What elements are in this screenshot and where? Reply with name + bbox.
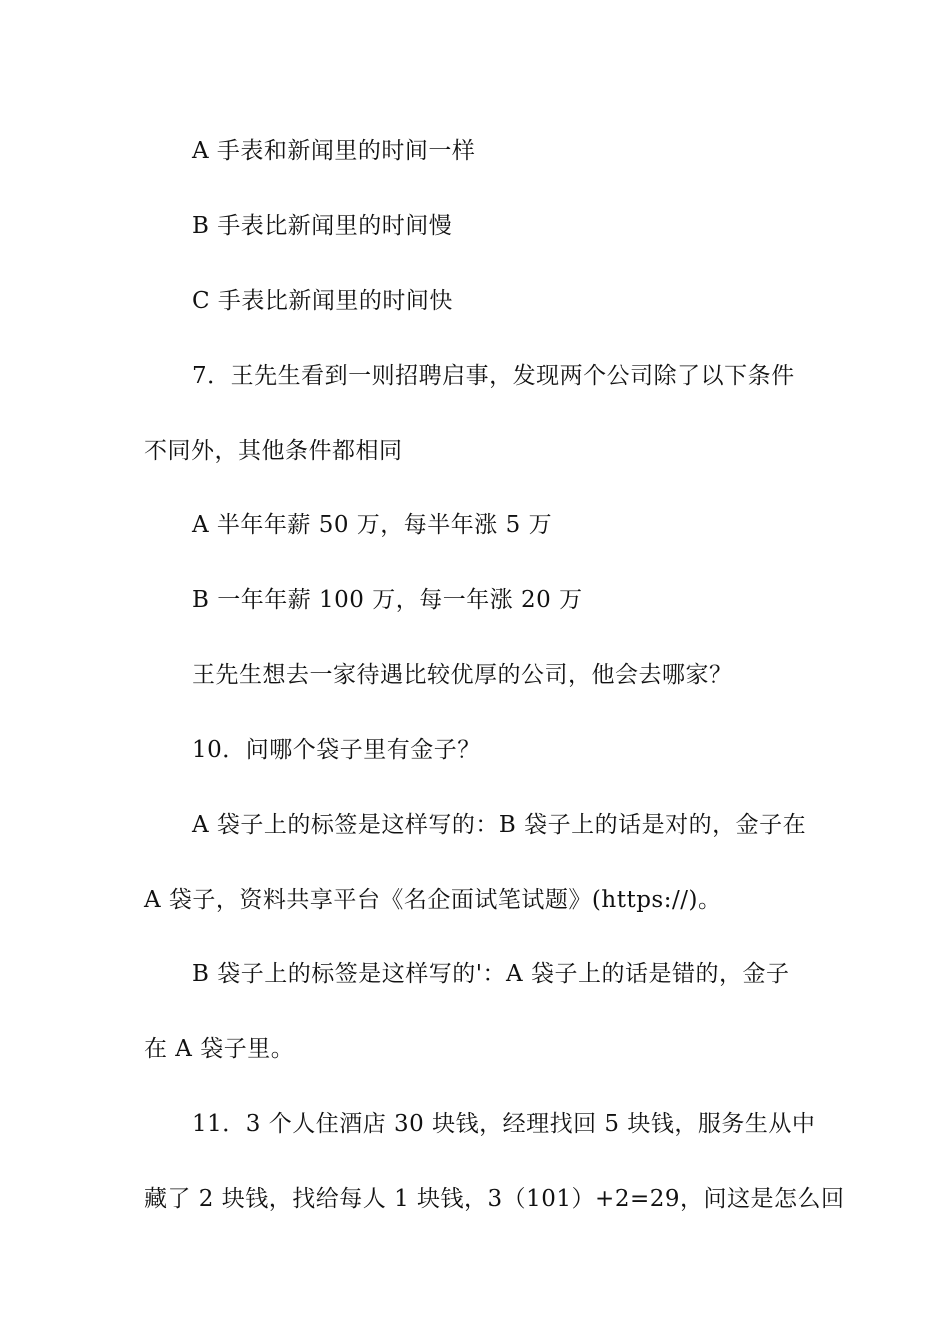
- question-7-text: 7．王先生看到一则招聘启事，发现两个公司除了以下条件: [192, 363, 795, 389]
- bag-b-label-line1: B 袋子上的标签是这样写的'：A 袋子上的话是错的，金子: [192, 961, 790, 987]
- question-7-continuation: 不同外，其他条件都相同: [144, 438, 403, 464]
- option-a-same-time: A 手表和新闻里的时间一样: [192, 138, 476, 164]
- bag-a-label-line2: A 袋子，资料共享平台《名企面试笔试题》(https://)。: [144, 887, 722, 913]
- question-11-line2: 藏了 2 块钱，找给每人 1 块钱，3（101）+2=29，问这是怎么回: [144, 1186, 845, 1212]
- question-11-line1: 11．3 个人住酒店 30 块钱，经理找回 5 块钱，服务生从中: [192, 1111, 816, 1137]
- offer-b-full-year: B 一年年薪 100 万，每一年涨 20 万: [192, 587, 583, 613]
- bag-b-label-line2: 在 A 袋子里。: [144, 1036, 295, 1062]
- question-10-text: 10．问哪个袋子里有金子？: [192, 737, 481, 763]
- option-c-watch-faster: C 手表比新闻里的时间快: [192, 288, 453, 314]
- bag-a-label-line1: A 袋子上的标签是这样写的：B 袋子上的话是对的，金子在: [192, 812, 807, 838]
- offer-a-half-year: A 半年年薪 50 万，每半年涨 5 万: [192, 512, 553, 538]
- option-b-watch-slower: B 手表比新闻里的时间慢: [192, 213, 453, 239]
- question-7-prompt: 王先生想去一家待遇比较优厚的公司，他会去哪家？: [192, 662, 733, 688]
